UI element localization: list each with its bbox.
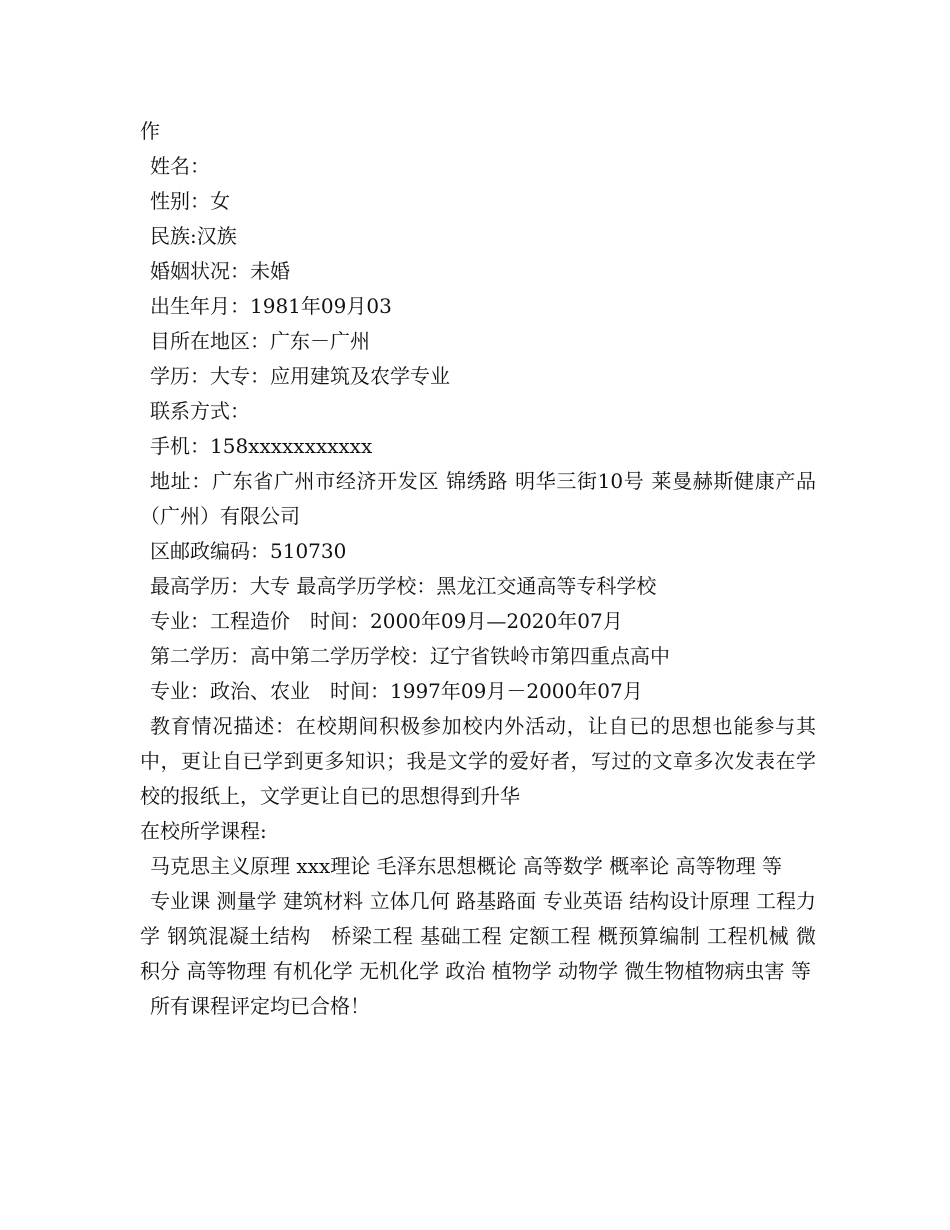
major-time-field: 专业：工程造价 时间：2000年09月—2020年07月: [150, 609, 623, 633]
courses-passed-note: 所有课程评定均已合格！: [150, 994, 370, 1018]
address-field: 地址：广东省广州市经济开发区 锦绣路 明华三街10号 莱曼赫斯健康产品（广州）有限公司: [140, 469, 816, 528]
header-fragment: 作: [140, 119, 160, 143]
second-major-time-field: 专业：政治、农业 时间：1997年09月－2000年07月: [150, 679, 643, 703]
gender-field: 性别：女: [150, 189, 230, 213]
general-courses: 马克思主义原理 xxx理论 毛泽东思想概论 高等数学 概率论 高等物理 等: [150, 854, 782, 878]
mobile-field: 手机：158xxxxxxxxxxx: [150, 434, 373, 458]
document-page: [140, 114, 816, 1024]
education-field: 学历：大专：应用建筑及农学专业: [150, 364, 450, 388]
location-field: 目所在地区：广东－广州: [150, 329, 370, 353]
name-field: 姓名：: [150, 154, 210, 178]
marital-status-field: 婚姻状况：未婚: [150, 259, 290, 283]
second-degree-field: 第二学历：高中第二学历学校：辽宁省铁岭市第四重点高中: [150, 644, 670, 668]
birth-date-field: 出生年月：1981年09月03: [150, 294, 392, 318]
postal-code-field: 区邮政编码：510730: [150, 539, 347, 563]
ethnicity-field: 民族:汉族: [150, 224, 237, 248]
courses-heading: 在校所学课程:: [140, 819, 267, 843]
major-courses: 专业课 测量学 建筑材料 立体几何 路基路面 专业英语 结构设计原理 工程力学 钢筑混凝土结构 桥梁工程 基础工程 定额工程 概预算编制 工程机械 微积分 高等物理 有机化学 无机化学 政治 植物学 动物学 微生物植物病虫害 等: [140, 889, 816, 983]
highest-degree-field: 最高学历：大专 最高学历学校：黑龙江交通高等专科学校: [150, 574, 657, 598]
contact-heading: 联系方式：: [150, 399, 250, 423]
education-description: 教育情况描述：在校期间积极参加校内外活动，让自已的思想也能参与其中，更让自已学到更多知识；我是文学的爱好者，写过的文章多次发表在学校的报纸上，文学更让自已的思想得到升华: [140, 714, 816, 808]
